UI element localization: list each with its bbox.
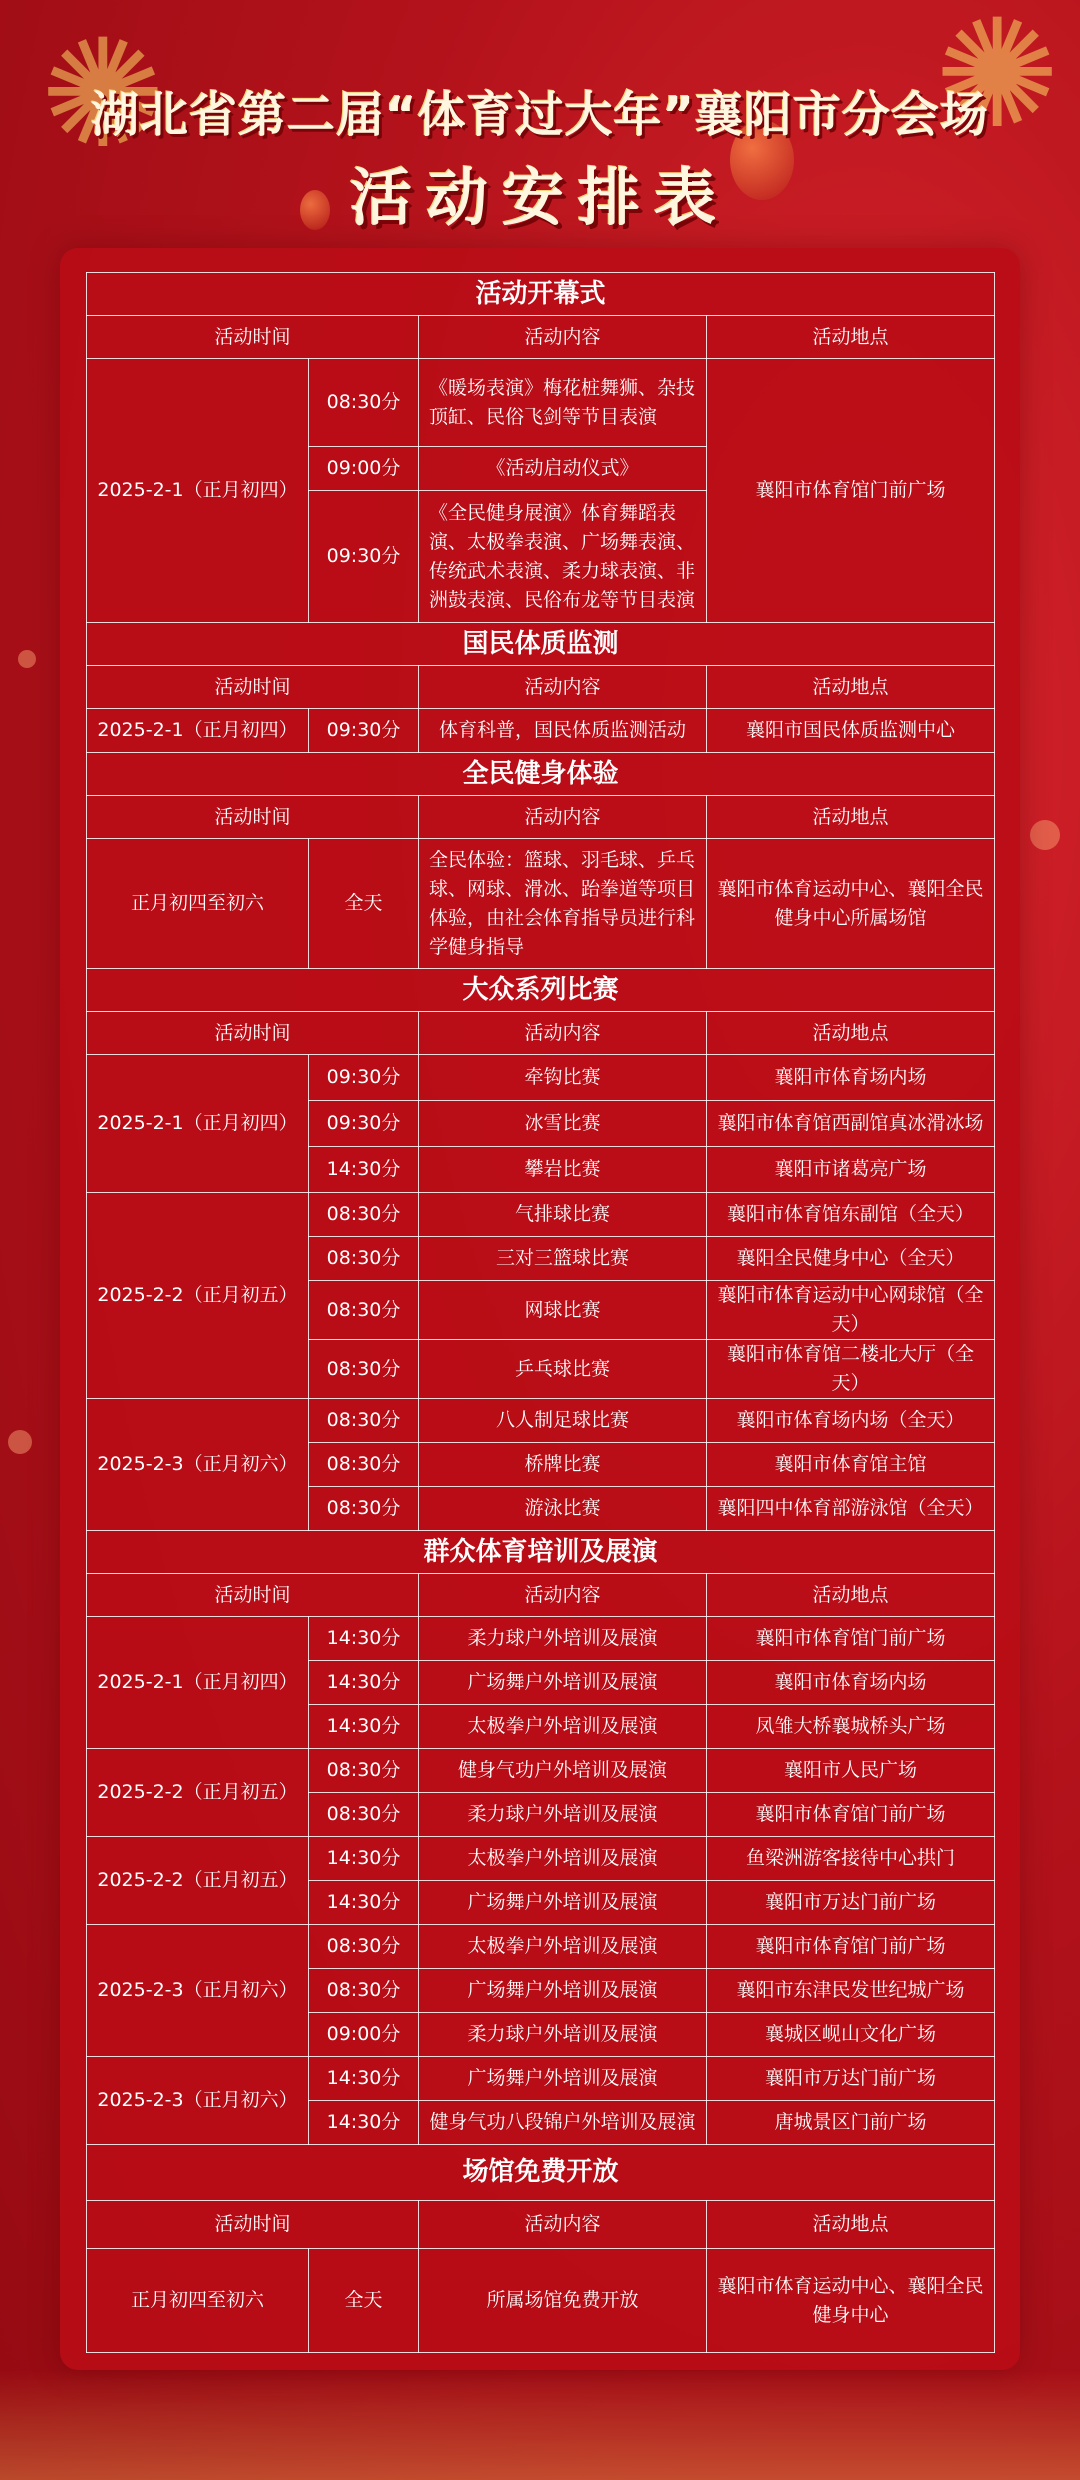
table-row bbox=[87, 839, 995, 969]
time-cell: 全天 bbox=[309, 2249, 419, 2353]
content-cell: 全民体验：篮球、羽毛球、乒乓球、网球、滑冰、跆拳道等项目体验，由社会体育指导员进行科学健身指导 bbox=[419, 839, 707, 969]
content-cell: 所属场馆免费开放 bbox=[419, 2249, 707, 2353]
column-header-row bbox=[87, 666, 995, 709]
header-location: 活动地点 bbox=[707, 796, 995, 839]
time-cell: 08:30分 bbox=[309, 1399, 419, 1443]
content-cell: 广场舞户外培训及展演 bbox=[419, 1969, 707, 2013]
header-content: 活动内容 bbox=[419, 2201, 707, 2249]
time-cell: 14:30分 bbox=[309, 1705, 419, 1749]
time-cell: 14:30分 bbox=[309, 1661, 419, 1705]
date-cell: 正月初四至初六 bbox=[87, 2249, 309, 2353]
content-cell: 气排球比赛 bbox=[419, 1193, 707, 1237]
content-cell: 乒乓球比赛 bbox=[419, 1340, 707, 1399]
date-cell: 2025-2-3（正月初六） bbox=[87, 2057, 309, 2145]
content-cell: 柔力球户外培训及展演 bbox=[419, 2013, 707, 2057]
header-time: 活动时间 bbox=[87, 666, 419, 709]
location-cell: 襄阳四中体育部游泳馆（全天） bbox=[707, 1487, 995, 1531]
table-row bbox=[87, 2249, 995, 2353]
section-title-experience: 全民健身体验 bbox=[87, 753, 995, 796]
table-row bbox=[87, 1055, 995, 1101]
time-cell: 08:30分 bbox=[309, 1281, 419, 1340]
bokeh-decoration bbox=[8, 1430, 32, 1454]
location-cell: 襄阳市体育馆门前广场 bbox=[707, 1617, 995, 1661]
table-row bbox=[87, 1837, 995, 1881]
time-cell: 08:30分 bbox=[309, 1969, 419, 2013]
content-cell: 太极拳户外培训及展演 bbox=[419, 1837, 707, 1881]
time-cell: 08:30分 bbox=[309, 1443, 419, 1487]
location-cell: 襄阳市人民广场 bbox=[707, 1749, 995, 1793]
content-cell: 广场舞户外培训及展演 bbox=[419, 1881, 707, 1925]
content-cell: 体育科普，国民体质监测活动 bbox=[419, 709, 707, 753]
time-cell: 09:30分 bbox=[309, 491, 419, 623]
header-content: 活动内容 bbox=[419, 1012, 707, 1055]
column-header-row bbox=[87, 1012, 995, 1055]
header-content: 活动内容 bbox=[419, 316, 707, 359]
content-cell: 健身气功户外培训及展演 bbox=[419, 1749, 707, 1793]
bokeh-decoration bbox=[18, 650, 36, 668]
time-cell: 08:30分 bbox=[309, 1340, 419, 1399]
content-cell: 柔力球户外培训及展演 bbox=[419, 1793, 707, 1837]
location-cell: 鱼梁洲游客接待中心拱门 bbox=[707, 1837, 995, 1881]
time-cell: 09:00分 bbox=[309, 447, 419, 491]
date-cell: 2025-2-1（正月初四） bbox=[87, 1055, 309, 1193]
header-content: 活动内容 bbox=[419, 796, 707, 839]
poster-title: 湖北省第二届“体育过大年”襄阳市分会场 bbox=[90, 87, 990, 143]
time-cell: 14:30分 bbox=[309, 1881, 419, 1925]
content-cell: 广场舞户外培训及展演 bbox=[419, 2057, 707, 2101]
location-cell: 襄阳市体育场内场 bbox=[707, 1661, 995, 1705]
poster-subtitle: 活动安排表 bbox=[349, 161, 730, 234]
time-cell: 08:30分 bbox=[309, 1925, 419, 1969]
date-cell: 2025-2-2（正月初五） bbox=[87, 1837, 309, 1925]
time-cell: 全天 bbox=[309, 839, 419, 969]
time-cell: 09:30分 bbox=[309, 1101, 419, 1147]
date-cell: 2025-2-3（正月初六） bbox=[87, 1925, 309, 2057]
header-time: 活动时间 bbox=[87, 1012, 419, 1055]
location-cell: 唐城景区门前广场 bbox=[707, 2101, 995, 2145]
content-cell: 《暖场表演》梅花桩舞狮、杂技顶缸、民俗飞剑等节目表演 bbox=[419, 359, 707, 447]
content-cell: 冰雪比赛 bbox=[419, 1101, 707, 1147]
location-cell: 襄阳市体育场内场 bbox=[707, 1055, 995, 1101]
location-cell: 襄阳市国民体质监测中心 bbox=[707, 709, 995, 753]
content-cell: 《全民健身展演》体育舞蹈表演、太极拳表演、广场舞表演、传统武术表演、柔力球表演、非洲鼓表演、民俗布龙等节目表演 bbox=[419, 491, 707, 623]
date-cell: 正月初四至初六 bbox=[87, 839, 309, 969]
content-cell: 广场舞户外培训及展演 bbox=[419, 1661, 707, 1705]
time-cell: 08:30分 bbox=[309, 359, 419, 447]
header-time: 活动时间 bbox=[87, 1574, 419, 1617]
firework-decoration-right: ✺ bbox=[934, 0, 1060, 162]
location-cell: 襄阳全民健身中心（全天） bbox=[707, 1237, 995, 1281]
location-cell: 襄阳市体育馆东副馆（全天） bbox=[707, 1193, 995, 1237]
location-cell: 襄阳市体育运动中心、襄阳全民健身中心所属场馆 bbox=[707, 839, 995, 969]
table-row bbox=[87, 2057, 995, 2101]
header-location: 活动地点 bbox=[707, 1574, 995, 1617]
location-cell: 襄阳市体育馆二楼北大厅（全天） bbox=[707, 1340, 995, 1399]
section-title-opening: 活动开幕式 bbox=[87, 273, 995, 316]
section-title-training: 群众体育培训及展演 bbox=[87, 1531, 995, 1574]
schedule-table bbox=[86, 272, 995, 2353]
location-cell: 襄阳市体育馆门前广场 bbox=[707, 1925, 995, 1969]
date-cell: 2025-2-2（正月初五） bbox=[87, 1749, 309, 1837]
header-time: 活动时间 bbox=[87, 2201, 419, 2249]
location-cell: 襄阳市体育馆西副馆真冰滑冰场 bbox=[707, 1101, 995, 1147]
header-location: 活动地点 bbox=[707, 1012, 995, 1055]
content-cell: 《活动启动仪式》 bbox=[419, 447, 707, 491]
location-cell: 襄阳市体育馆门前广场 bbox=[707, 359, 995, 623]
location-cell: 襄阳市体育馆主馆 bbox=[707, 1443, 995, 1487]
column-header-row bbox=[87, 2201, 995, 2249]
time-cell: 14:30分 bbox=[309, 1617, 419, 1661]
time-cell: 09:00分 bbox=[309, 2013, 419, 2057]
table-row bbox=[87, 359, 995, 447]
firework-decoration-left: ✺ bbox=[40, 8, 166, 182]
header-content: 活动内容 bbox=[419, 1574, 707, 1617]
section-title-fitness-test: 国民体质监测 bbox=[87, 623, 995, 666]
section-title-venues: 场馆免费开放 bbox=[87, 2145, 995, 2201]
location-cell: 襄阳市万达门前广场 bbox=[707, 1881, 995, 1925]
header-location: 活动地点 bbox=[707, 316, 995, 359]
table-row bbox=[87, 1925, 995, 1969]
time-cell: 09:30分 bbox=[309, 709, 419, 753]
content-cell: 柔力球户外培训及展演 bbox=[419, 1617, 707, 1661]
time-cell: 08:30分 bbox=[309, 1193, 419, 1237]
table-row bbox=[87, 709, 995, 753]
location-cell: 襄阳市万达门前广场 bbox=[707, 2057, 995, 2101]
content-cell: 攀岩比赛 bbox=[419, 1147, 707, 1193]
content-cell: 牵钩比赛 bbox=[419, 1055, 707, 1101]
date-cell: 2025-2-1（正月初四） bbox=[87, 709, 309, 753]
header-time: 活动时间 bbox=[87, 796, 419, 839]
date-cell: 2025-2-1（正月初四） bbox=[87, 359, 309, 623]
location-cell: 凤雏大桥襄城桥头广场 bbox=[707, 1705, 995, 1749]
content-cell: 太极拳户外培训及展演 bbox=[419, 1925, 707, 1969]
time-cell: 08:30分 bbox=[309, 1793, 419, 1837]
column-header-row bbox=[87, 1574, 995, 1617]
column-header-row bbox=[87, 316, 995, 359]
table-row bbox=[87, 1399, 995, 1443]
time-cell: 14:30分 bbox=[309, 1147, 419, 1193]
time-cell: 14:30分 bbox=[309, 2057, 419, 2101]
table-row bbox=[87, 1617, 995, 1661]
section-title-competitions: 大众系列比赛 bbox=[87, 969, 995, 1012]
column-header-row bbox=[87, 796, 995, 839]
bottom-glow-decoration bbox=[0, 2370, 1080, 2480]
content-cell: 三对三篮球比赛 bbox=[419, 1237, 707, 1281]
content-cell: 桥牌比赛 bbox=[419, 1443, 707, 1487]
header-content: 活动内容 bbox=[419, 666, 707, 709]
location-cell: 襄阳市体育馆门前广场 bbox=[707, 1793, 995, 1837]
date-cell: 2025-2-3（正月初六） bbox=[87, 1399, 309, 1531]
time-cell: 09:30分 bbox=[309, 1055, 419, 1101]
time-cell: 08:30分 bbox=[309, 1487, 419, 1531]
location-cell: 襄阳市诸葛亮广场 bbox=[707, 1147, 995, 1193]
time-cell: 14:30分 bbox=[309, 1837, 419, 1881]
location-cell: 襄城区岘山文化广场 bbox=[707, 2013, 995, 2057]
date-cell: 2025-2-2（正月初五） bbox=[87, 1193, 309, 1399]
content-cell: 网球比赛 bbox=[419, 1281, 707, 1340]
location-cell: 襄阳市东津民发世纪城广场 bbox=[707, 1969, 995, 2013]
header-location: 活动地点 bbox=[707, 666, 995, 709]
header-time: 活动时间 bbox=[87, 316, 419, 359]
header-location: 活动地点 bbox=[707, 2201, 995, 2249]
content-cell: 健身气功八段锦户外培训及展演 bbox=[419, 2101, 707, 2145]
date-cell: 2025-2-1（正月初四） bbox=[87, 1617, 309, 1749]
location-cell: 襄阳市体育场内场（全天） bbox=[707, 1399, 995, 1443]
location-cell: 襄阳市体育运动中心网球馆（全天） bbox=[707, 1281, 995, 1340]
time-cell: 14:30分 bbox=[309, 2101, 419, 2145]
content-cell: 太极拳户外培训及展演 bbox=[419, 1705, 707, 1749]
table-row bbox=[87, 1193, 995, 1237]
content-cell: 游泳比赛 bbox=[419, 1487, 707, 1531]
content-cell: 八人制足球比赛 bbox=[419, 1399, 707, 1443]
time-cell: 08:30分 bbox=[309, 1237, 419, 1281]
location-cell: 襄阳市体育运动中心、襄阳全民健身中心 bbox=[707, 2249, 995, 2353]
bokeh-decoration bbox=[1030, 820, 1060, 850]
table-row bbox=[87, 1749, 995, 1793]
time-cell: 08:30分 bbox=[309, 1749, 419, 1793]
